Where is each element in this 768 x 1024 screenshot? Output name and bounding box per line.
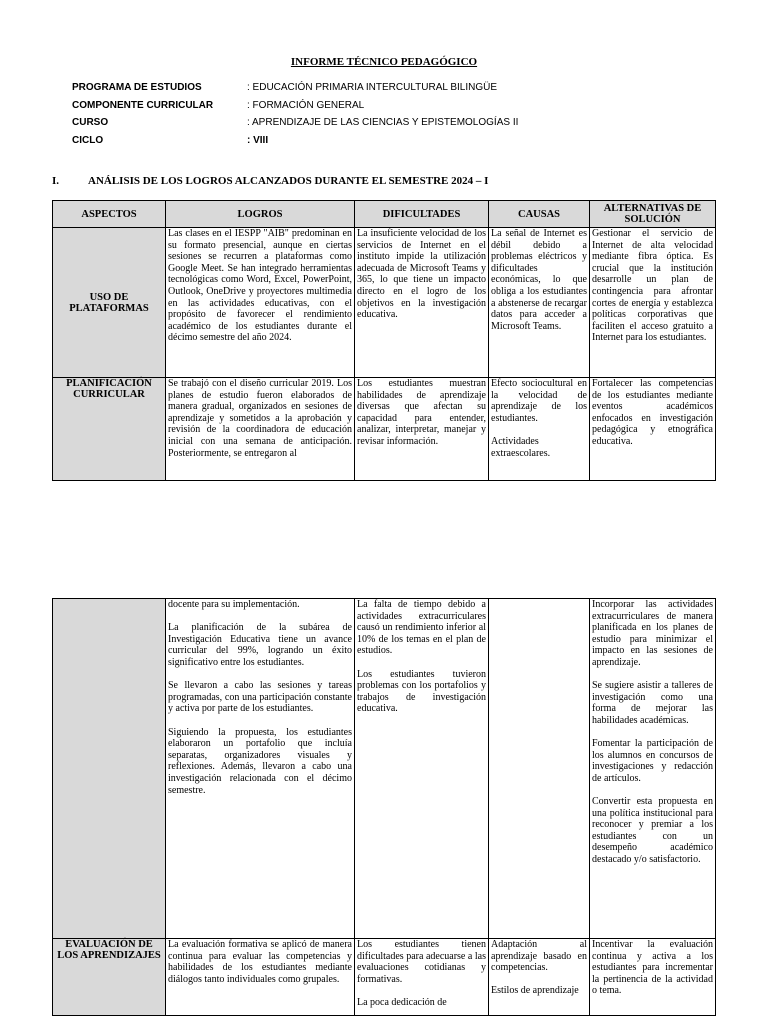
dificultades-cell — [355, 228, 489, 378]
cell-text: Convertir esta propuesta en una política institucional para reconocer y premiar a los estudiantes con un desempeño académico destacado y/o satisfactorio. — [592, 796, 713, 866]
section-title: ANÁLISIS DE LOS LOGROS ALCANZADOS DURANTE EL SEMESTRE 2024 – I — [88, 175, 489, 187]
table-row — [53, 378, 716, 481]
header-alternativas: ALTERNATIVAS DE SOLUCIÓN — [590, 201, 716, 228]
logros-cell — [166, 378, 355, 481]
cell-text: Se trabajó con el diseño curricular 2019. Los planes de estudio fueron elaborados de manera gradual, organizados en sesiones de aprendizaje y sometidos a la aprobación y revisión de la coordinadora de educación inicial con una semana de anticipación. Posteriormente, se entregaron al — [168, 378, 352, 459]
meta-value: : APRENDIZAJE DE LAS CIENCIAS Y EPISTEMOLOGÍAS II — [247, 117, 519, 128]
meta-value: : FORMACIÓN GENERAL — [247, 99, 365, 111]
causas-cell — [489, 599, 590, 939]
document-meta — [72, 81, 518, 151]
meta-value: : VIII — [247, 134, 269, 146]
cell-text: La planificación de la subárea de Investigación Educativa tiene un avance curricular del 99%, logrando un éxito significativo entre los estudiantes. — [168, 622, 352, 668]
table-row — [53, 939, 716, 1016]
dificultades-cell — [355, 378, 489, 481]
cell-text: Adaptación al aprendizaje basado en competencias. — [491, 939, 587, 974]
causas-cell — [489, 939, 590, 1016]
header-causas: CAUSAS — [489, 201, 590, 228]
cell-text: Incentivar la evaluación continua y activa a los estudiantes para incrementar la pertinencia de la actividad o tema. — [592, 939, 713, 997]
section-number: I. — [52, 175, 60, 187]
alternativas-cell — [590, 599, 716, 939]
aspect-cell: PLANIFICACIÓN CURRICULAR — [53, 378, 166, 481]
meta-value: : EDUCACIÓN PRIMARIA INTERCULTURAL BILINGÜE — [247, 82, 498, 93]
table-header-row — [53, 201, 716, 228]
dificultades-cell — [355, 939, 489, 1016]
logros-cell — [166, 599, 355, 939]
meta-row-componente — [72, 99, 518, 117]
cell-text: La insuficiente velocidad de los servicios de Internet en el instituto impide la utilización adecuada de Microsoft Teams y 365, lo que tiene un impacto directo en el logro de los objetivos en la investigación educativa. — [357, 228, 486, 321]
cell-text: Fomentar la participación de los alumnos en concursos de investigaciones y redacción de artículos. — [592, 738, 713, 784]
table-row — [53, 599, 716, 939]
cell-text: La señal de Internet es débil debido a problemas eléctricos y dificultades económicas, lo que obliga a los estudiantes a abstenerse de recargar datos para acceder a Microsoft Teams. — [491, 228, 587, 332]
cell-text: Efecto sociocultural en la velocidad de aprendizaje de los estudiantes. — [491, 378, 587, 424]
dificultades-cell — [355, 599, 489, 939]
cell-text: Actividades extraescolares. — [491, 435, 551, 459]
cell-text: Incorporar las actividades extracurriculares de manera planificada en los planes de estudio para minimizar el impacto en las sesiones de aprendizaje. — [592, 599, 713, 668]
cell-text: Siguiendo la propuesta, los estudiantes elaboraron un portafolio que incluía separatas, organizadores visuales y reflexiones. Además, llevaron a cabo una investigación relacionada con el décimo semestre. — [168, 726, 352, 796]
cell-text: Gestionar el servicio de Internet de alta velocidad mediante fibra óptica. Es crucial que la institución desarrolle un plan de contingencia para afrontar cortes de energía y establezca políticas corporativas que faciliten el acceso gratuito a Internet para los estudiantes. — [592, 228, 713, 344]
cell-text: Estilos de aprendizaje — [491, 985, 579, 997]
alternativas-cell — [590, 939, 716, 1016]
meta-label: CURSO — [72, 117, 109, 128]
causas-cell — [489, 378, 590, 481]
cell-text: Las clases en el IESPP "AIB" predominan en su formato presencial, aunque en ciertas sesiones se recurren a plataformas como Google Meet. Se han integrado herramientas tecnológicas como Word, Excel, PowerPoint, Outlook, OneDrive y proyectores multimedia en las actividades educativas, con el propósito de favorecer el rendimiento académico de los estudiantes durante el décimo semestre del año 2024. — [168, 228, 352, 344]
cell-text: Los estudiantes tuvieron problemas con los portafolios y trabajos de investigación educativa. — [357, 668, 486, 715]
cell-text: Se sugiere asistir a talleres de investigación como una forma de mejorar las habilidades académicas. — [592, 680, 713, 726]
meta-label: PROGRAMA DE ESTUDIOS — [72, 82, 202, 93]
page-title: INFORME TÉCNICO PEDAGÓGICO — [290, 56, 478, 68]
meta-label: COMPONENTE CURRICULAR — [72, 99, 214, 111]
cell-text: Fortalecer las competencias de los estudiantes mediante eventos académicos enfocados en investigación pedagógica y etnográfica educativa. — [592, 378, 713, 447]
analysis-table-continued — [52, 598, 716, 1016]
analysis-table — [52, 200, 716, 481]
alternativas-cell — [590, 228, 716, 378]
cell-text: Se llevaron a cabo las sesiones y tareas programadas, con una participación constante y activa por parte de los estudiantes. — [168, 680, 352, 715]
section-heading — [52, 175, 488, 187]
aspect-cell — [53, 599, 166, 939]
meta-row-curso — [72, 116, 518, 134]
cell-text: La poca dedicación de — [357, 996, 447, 1008]
cell-text: Los estudiantes muestran habilidades de aprendizaje diversas que afectan su capacidad para entender, analizar, interpretar, manejar y revisar información. — [357, 378, 486, 447]
logros-cell — [166, 939, 355, 1016]
logros-cell — [166, 228, 355, 378]
causas-cell — [489, 228, 590, 378]
aspect-cell: USO DE PLATAFORMAS — [53, 228, 166, 378]
table-row — [53, 228, 716, 378]
header-dificultades: DIFICULTADES — [355, 201, 489, 228]
header-logros: LOGROS — [166, 201, 355, 228]
meta-row-programa — [72, 81, 518, 99]
cell-text: La falta de tiempo debido a actividades extracurriculares causó un rendimiento inferior al 10% de los temas en el plan de estudios. — [357, 599, 486, 657]
cell-text: Los estudiantes tienen dificultades para adecuarse a las evaluaciones cotidianas y formativas. — [357, 939, 486, 985]
meta-label: CICLO — [72, 134, 104, 146]
cell-text: docente para su implementación. — [168, 599, 300, 610]
aspect-cell: EVALUACIÓN DE LOS APRENDIZAJES — [53, 939, 166, 1016]
header-aspectos: ASPECTOS — [53, 201, 166, 228]
meta-row-ciclo — [72, 134, 518, 152]
cell-text: La evaluación formativa se aplicó de manera continua para evaluar las competencias y habilidades de los estudiantes mediante diálogos tanto individuales como grupales. — [168, 939, 352, 985]
alternativas-cell — [590, 378, 716, 481]
